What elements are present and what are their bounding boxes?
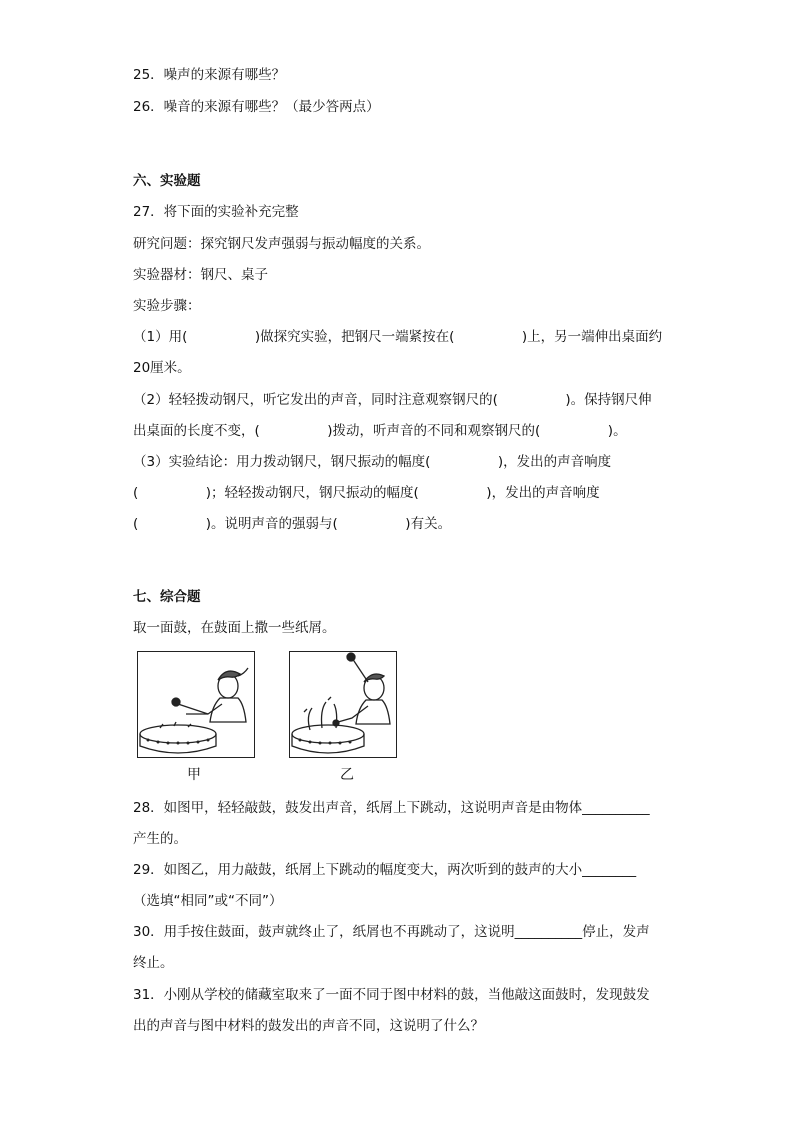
- step-1-line-1: （1）用( )做探究实验，把钢尺一端紧按在( )上，另一端伸出桌面约: [133, 329, 663, 345]
- question-26: 26．噪音的来源有哪些？（最少答两点）: [133, 99, 380, 115]
- figure-jia-caption: 甲: [187, 767, 201, 783]
- drum-hard-strike-illustration: [290, 652, 396, 757]
- question-29-line-2: （选填“相同”或“不同”）: [133, 893, 283, 909]
- step-3-line-2: ( )；轻轻拨动钢尺，钢尺振动的幅度( )，发出的声音响度: [133, 485, 600, 501]
- question-30-line-1: 30．用手按住鼓面，鼓声就终止了，纸屑也不再跳动了，这说明__________停止，发声: [133, 924, 650, 940]
- figure-yi-caption: 乙: [340, 767, 354, 783]
- step-2-line-2: 出桌面的长度不变，( )拨动，听声音的不同和观察钢尺的( )。: [133, 423, 627, 439]
- research-problem: 研究问题：探究钢尺发声强弱与振动幅度的关系。: [133, 236, 430, 252]
- drum-light-strike-illustration: [138, 652, 254, 757]
- question-31-line-2: 出的声音与图中材料的鼓发出的声音不同，这说明了什么？: [133, 1018, 484, 1034]
- section-6-title: 六、实验题: [133, 173, 201, 189]
- figure-jia: [137, 651, 255, 758]
- question-30-line-2: 终止。: [133, 955, 174, 971]
- question-27: 27．将下面的实验补充完整: [133, 204, 299, 220]
- question-25: 25．噪声的来源有哪些？: [133, 67, 286, 83]
- experiment-materials: 实验器材：钢尺、桌子: [133, 267, 268, 283]
- section-7-title: 七、综合题: [133, 589, 201, 605]
- drum-intro: 取一面鼓，在鼓面上撒一些纸屑。: [133, 620, 336, 636]
- figure-yi: [289, 651, 397, 758]
- step-1-line-2: 20厘米。: [133, 360, 191, 376]
- question-28-line-1: 28．如图甲，轻轻敲鼓，鼓发出声音，纸屑上下跳动，这说明声音是由物体__________: [133, 800, 650, 816]
- step-3-line-3: ( )。说明声音的强弱与( )有关。: [133, 516, 452, 532]
- question-31-line-1: 31．小刚从学校的储藏室取来了一面不同于图中材料的鼓，当他敲这面鼓时，发现鼓发: [133, 987, 650, 1003]
- question-29-line-1: 29．如图乙，用力敲鼓，纸屑上下跳动的幅度变大，两次听到的鼓声的大小________: [133, 862, 637, 878]
- step-2-line-1: （2）轻轻拨动钢尺，听它发出的声音，同时注意观察钢尺的( )。保持钢尺伸: [133, 392, 652, 408]
- question-28-line-2: 产生的。: [133, 831, 187, 847]
- step-3-line-1: （3）实验结论：用力拨动钢尺，钢尺振动的幅度( )，发出的声音响度: [133, 454, 612, 470]
- experiment-steps-label: 实验步骤：: [133, 298, 201, 314]
